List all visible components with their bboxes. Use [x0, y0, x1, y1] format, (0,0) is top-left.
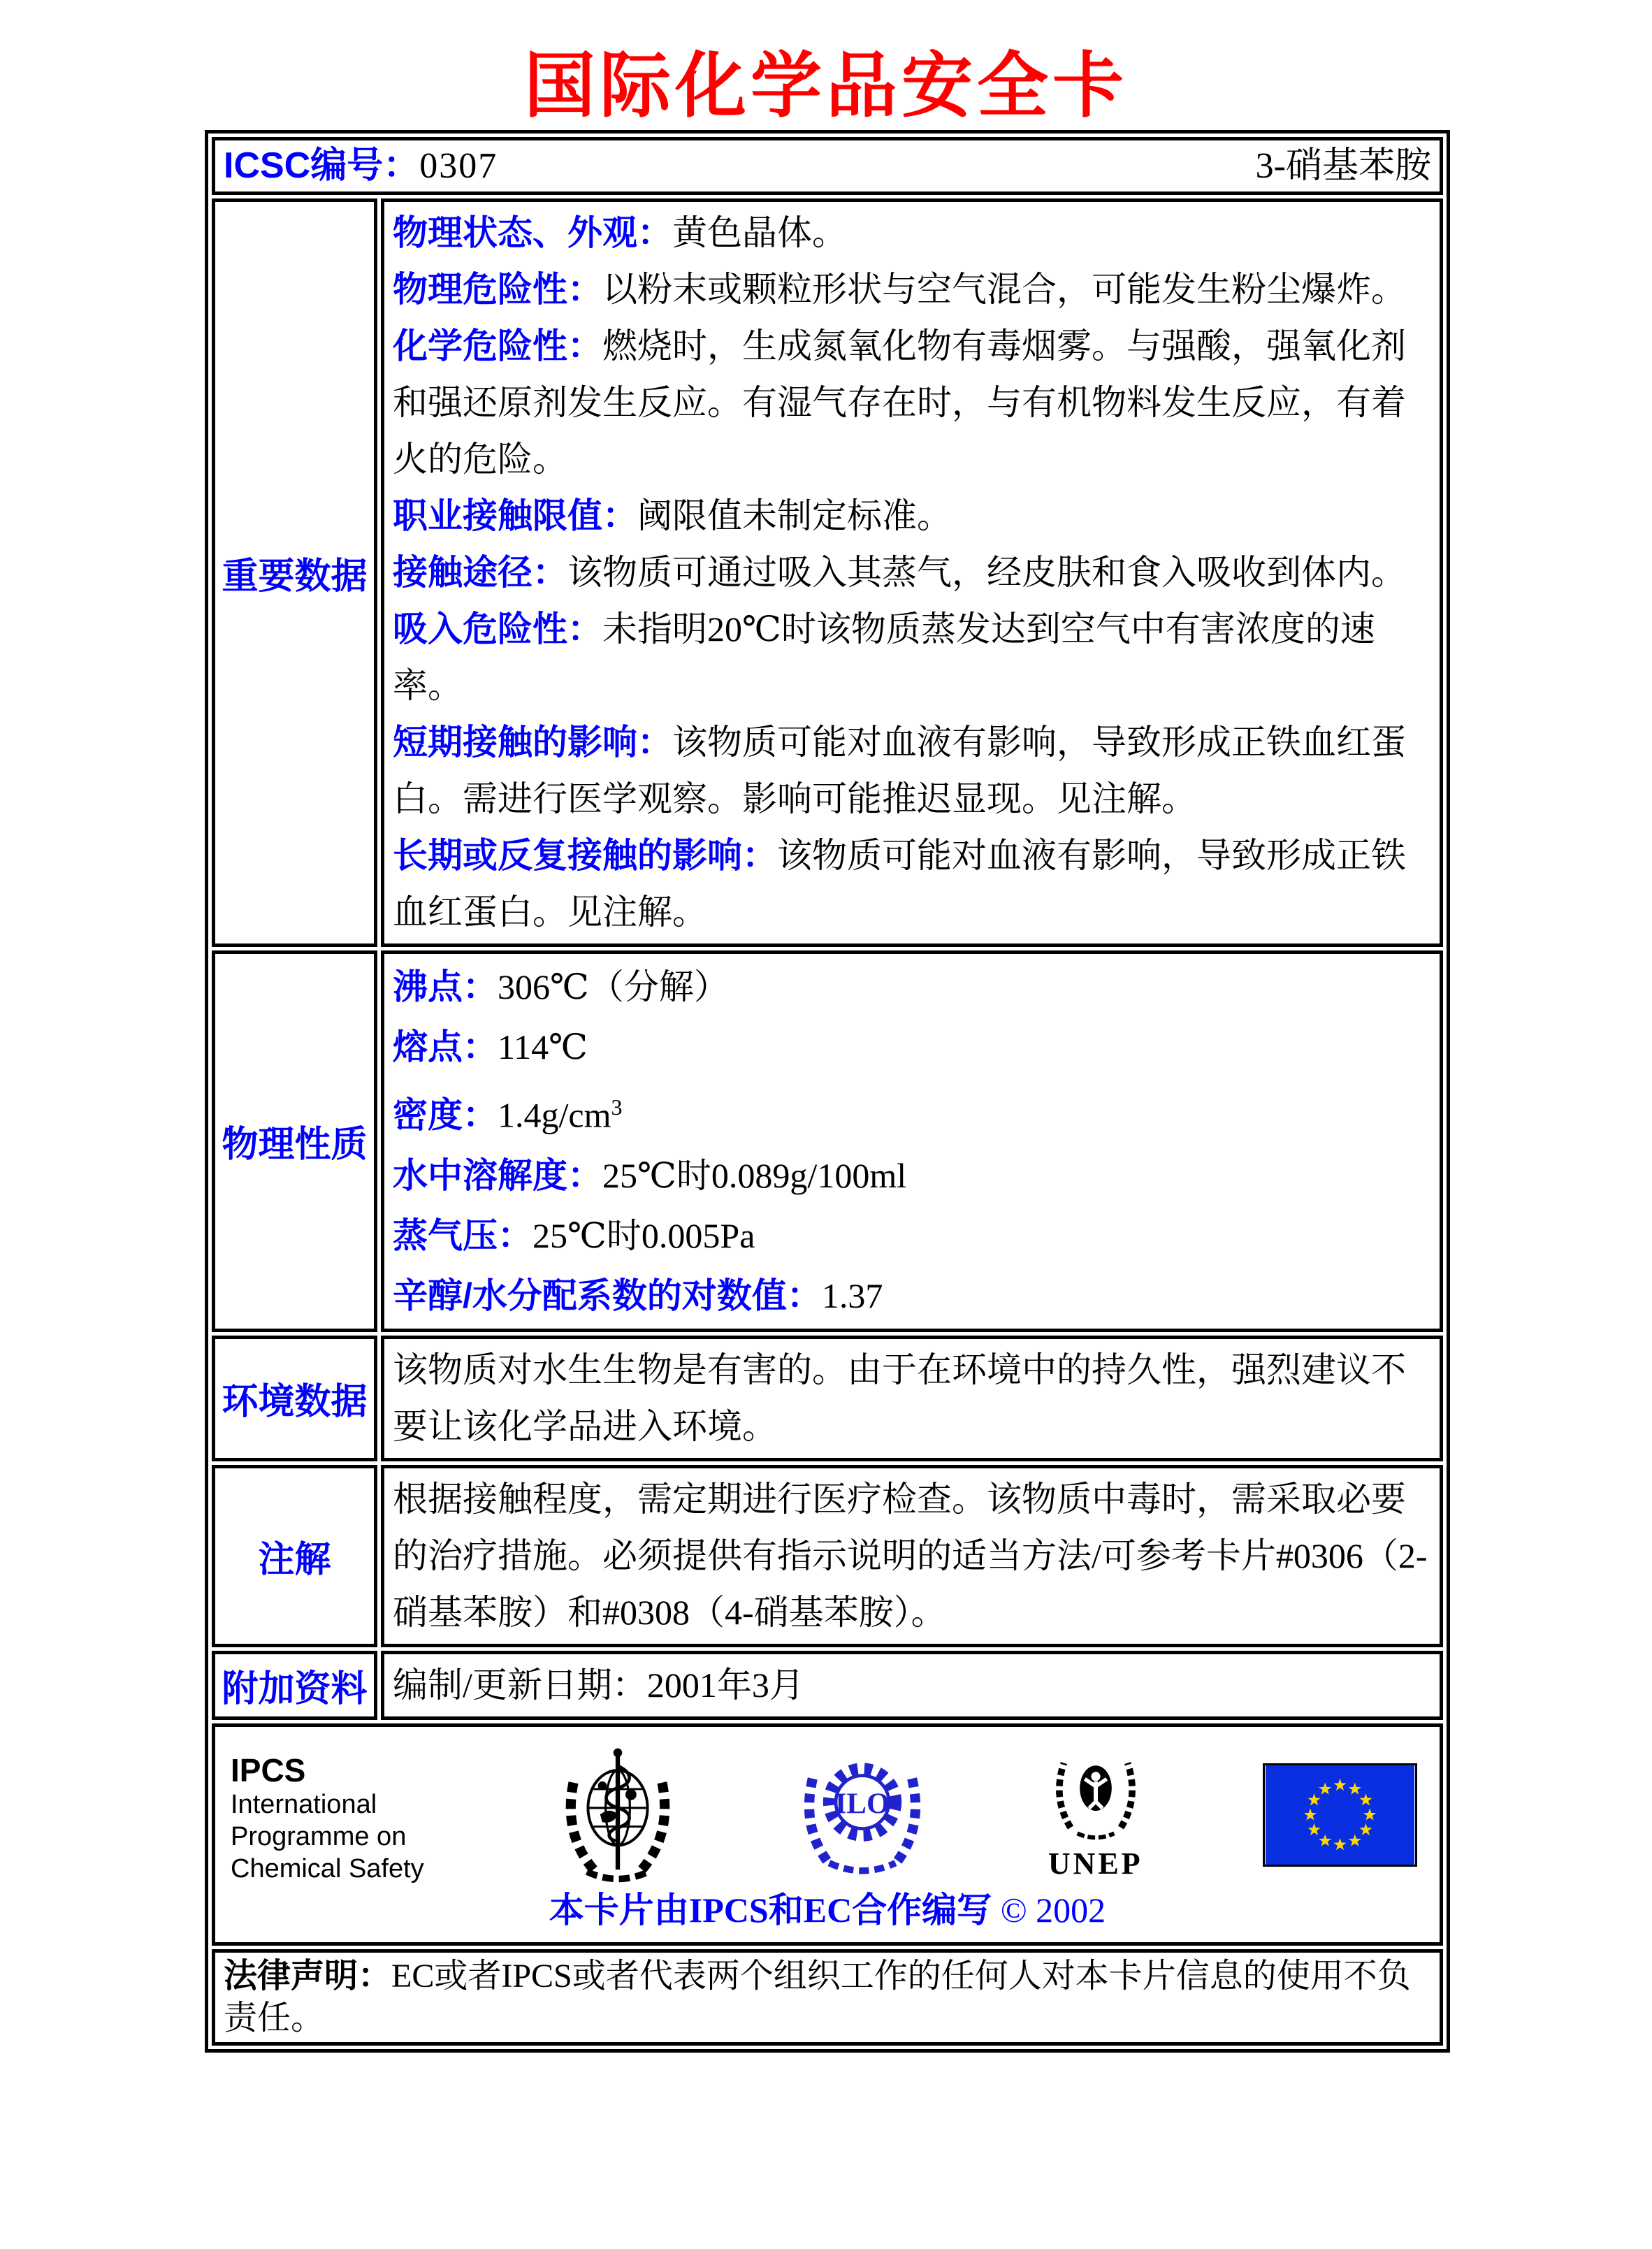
important-data-content: [381, 198, 1443, 947]
logos-cell: [212, 1723, 1443, 1946]
cooperation-caption: [224, 1889, 1431, 1931]
field-label: 短期接触的影响：: [393, 723, 672, 762]
field-density: [393, 1077, 1431, 1145]
field-physical-hazard: [393, 261, 1431, 318]
field-label: 化学危险性：: [393, 326, 602, 366]
field-water-solubility: [393, 1145, 1431, 1206]
field-occupational-limit: [393, 488, 1431, 544]
field-value: 以粉末或颗粒形状与空气混合，可能发生粉尘爆炸。: [602, 270, 1406, 309]
field-value-superscript: 3: [611, 1094, 623, 1120]
field-chemical-hazard: [393, 318, 1431, 488]
field-label: 密度：: [393, 1095, 498, 1135]
physical-properties-content: [381, 950, 1443, 1332]
legal-row: [212, 1949, 1443, 2046]
ipcs-name-line: Programme on: [231, 1821, 407, 1851]
environmental-data-text: 该物质对水生生物是有害的。由于在环境中的持久性，强烈建议不要让该化学品进入环境。: [393, 1350, 1406, 1446]
field-value: 黄色晶体。: [672, 213, 847, 252]
field-label: 物理危险性：: [393, 270, 602, 309]
important-data-row: [212, 198, 1443, 947]
field-label: 吸入危险性：: [393, 609, 602, 649]
ipcs-acronym: IPCS: [231, 1751, 306, 1788]
field-value: 该物质可通过吸入其蒸气，经皮肤和食入吸收到体内。: [567, 553, 1406, 592]
additional-info-text: 编制/更新日期：2001年3月: [393, 1665, 804, 1705]
field-short-term-effects: [393, 714, 1431, 827]
copyright-text: © 2002: [1000, 1890, 1106, 1930]
field-label: 蒸气压：: [393, 1215, 532, 1255]
legal-label: 法律声明：: [224, 1957, 392, 1995]
section-label-physical-properties: 物理性质: [212, 950, 377, 1332]
notes-content: [381, 1465, 1443, 1647]
field-value: 燃烧时，生成氮氧化物有毒烟雾。与强酸，强氧化剂和强还原剂发生反应。有湿气存在时，与有机物料发生反应，有着火的危险。: [393, 326, 1406, 479]
environmental-data-content: [381, 1336, 1443, 1461]
notes-row: [212, 1465, 1443, 1647]
icsc-card-table: [205, 130, 1450, 2053]
section-label-environmental-data: 环境数据: [212, 1336, 377, 1461]
field-value: 未指明20℃时该物质蒸发达到空气中有害浓度的速率。: [393, 609, 1375, 705]
field-value: 25℃时0.005Pa: [532, 1215, 755, 1255]
who-logo-icon: [548, 1740, 688, 1883]
field-value: 该物质可能对血液有影响，导致形成正铁血红蛋白。见注解。: [393, 836, 1406, 932]
field-vapor-pressure: [393, 1206, 1431, 1266]
page-title: 国际化学品安全卡: [524, 44, 1128, 128]
field-label: 水中溶解度：: [393, 1155, 602, 1195]
ipcs-text-block: [231, 1740, 440, 1885]
field-value: 25℃时0.089g/100ml: [602, 1155, 907, 1195]
icsc-number-value: 0307: [419, 146, 498, 186]
icsc-number-group: [224, 143, 498, 189]
field-label: 接触途径：: [393, 553, 567, 592]
field-value: 1.4g/cm: [498, 1095, 611, 1135]
icsc-number-label: ICSC编号：: [224, 145, 420, 186]
logos-row: [212, 1723, 1443, 1946]
physical-properties-row: [212, 950, 1443, 1332]
field-label: 物理状态、外观：: [393, 213, 672, 252]
legal-text: EC或者IPCS或者代表两个组织工作的任何人对本卡片信息的使用不负责任。: [224, 1957, 1411, 2037]
additional-info-row: [212, 1651, 1443, 1720]
ilo-logo-icon: [796, 1740, 929, 1876]
field-value: 306℃（分解）: [498, 967, 729, 1006]
header-row: [212, 137, 1443, 195]
field-label: 长期或反复接触的影响：: [393, 836, 777, 875]
field-inhalation-risk: [393, 601, 1431, 714]
ilo-logo-text: ILO: [834, 1787, 890, 1821]
eu-flag-icon: [1263, 1763, 1417, 1867]
section-label-additional-info: 附加资料: [212, 1651, 377, 1720]
unep-logo-icon: [1036, 1740, 1155, 1844]
field-label: 熔点：: [393, 1027, 498, 1066]
field-value: 该物质可能对血液有影响，导致形成正铁血红蛋白。需进行医学观察。影响可能推迟显现。见注解。: [393, 723, 1406, 818]
unep-logo-text: UNEP: [1048, 1846, 1143, 1881]
field-exposure-routes: [393, 544, 1431, 601]
field-label: 沸点：: [393, 967, 498, 1006]
field-physical-state: [393, 205, 1431, 261]
field-melting-point: [393, 1017, 1431, 1077]
header-cell: [212, 137, 1443, 195]
field-partition-coefficient: [393, 1266, 1431, 1326]
chemical-name: 3-硝基苯胺: [1255, 145, 1431, 186]
field-label: 辛醇/水分配系数的对数值：: [393, 1275, 822, 1315]
field-value: 114℃: [498, 1027, 588, 1066]
field-boiling-point: [393, 957, 1431, 1017]
field-long-term-effects: [393, 827, 1431, 941]
additional-info-content: [381, 1651, 1443, 1720]
notes-text: 根据接触程度，需定期进行医疗检查。该物质中毒时，需采取必要的治疗措施。必须提供有指示说明的适当方法/可参考卡片#0306（2-硝基苯胺）和#0308（4-硝基苯胺）。: [393, 1479, 1428, 1632]
caption-text: 本卡片由IPCS和EC合作编写: [549, 1890, 992, 1930]
section-label-important-data: 重要数据: [212, 198, 377, 947]
ipcs-name-line: Chemical Safety: [231, 1853, 424, 1883]
ipcs-name-line: International: [231, 1789, 377, 1819]
environmental-data-row: [212, 1336, 1443, 1461]
unep-logo-block: [1036, 1740, 1155, 1880]
field-value: 阈限值未制定标准。: [637, 496, 952, 535]
field-value: 1.37: [821, 1275, 883, 1315]
field-label: 职业接触限值：: [393, 496, 637, 535]
legal-disclaimer: [224, 1955, 1431, 2039]
section-label-notes: 注解: [212, 1465, 377, 1647]
legal-cell: [212, 1949, 1443, 2046]
